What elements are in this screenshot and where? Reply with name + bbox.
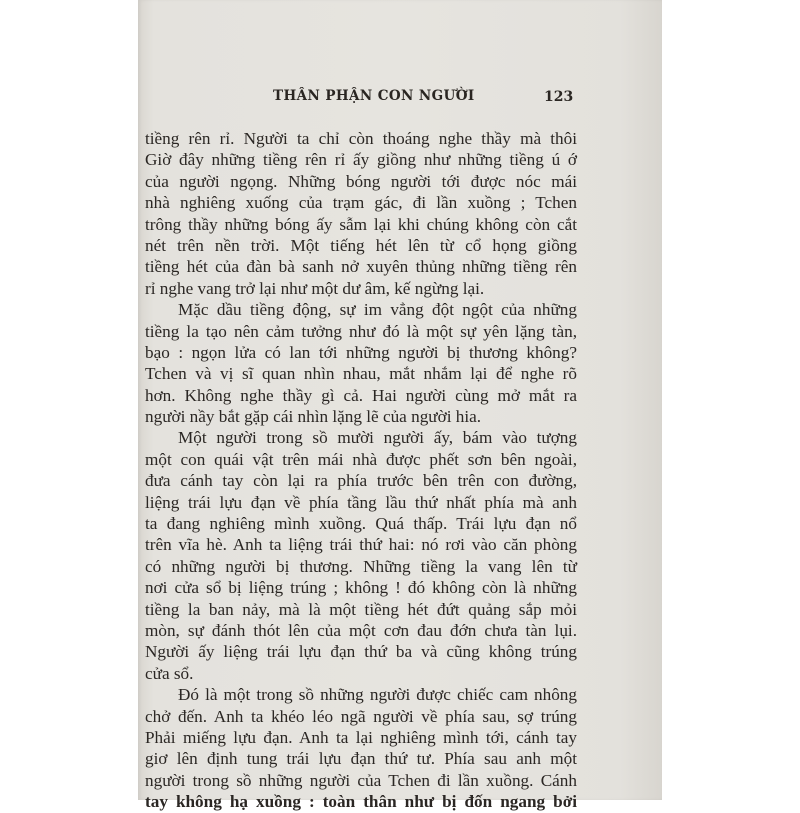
text-line: Phải miếng lựu đạn. Anh ta lại nghiêng mình tới, cánh tay xyxy=(145,727,577,747)
text-line: tay không hạ xuồng : toàn thân như bị đốn ngang bởi xyxy=(145,792,577,812)
text-line: người trong sồ những người của Tchen đi lần xuồng. Cánh xyxy=(145,770,577,790)
text-line: giơ lên định tung trái lựu đạn thứ tư. Phía sau anh một xyxy=(145,749,577,769)
text-line-paragraph-end: người nầy bắt gặp cái nhìn lặng lẽ của người hia. xyxy=(145,407,482,427)
text-line: nhà nghiêng xuống của trạm gác, đi lần xuồng ; Tchen xyxy=(145,193,577,213)
running-head xyxy=(138,88,662,108)
text-line-paragraph-end: rỉ nghe vang trở lại như một dư âm, kế ngừng lại. xyxy=(145,278,485,298)
text-line: tiềng la tạo nên cảm tưởng như đó là một sự yên lặng tàn, xyxy=(145,321,577,341)
text-line: liệng trái lựu đạn về phía tầng lầu thứ nhất phía mà anh xyxy=(145,492,577,512)
text-line: nét trên nền trời. Một tiếng hét lên từ cổ họng giồng xyxy=(145,235,577,255)
book-page xyxy=(138,0,662,812)
text-line: hơn. Không nghe thầy gì cả. Hai người cùng mở mắt ra xyxy=(145,385,577,405)
text-line-paragraph-start: Mặc dầu tiềng động, sự im vẳng đột ngột của những xyxy=(178,300,577,320)
text-line: một con quái vật trên mái nhà được phết sơn bên ngoài, xyxy=(145,449,577,469)
text-line: bạo : ngọn lửa có lan tới những người bị thương không? xyxy=(145,342,577,362)
text-line: Giờ đây những tiềng rên rỉ ấy giồng như những tiềng ú ớ xyxy=(145,150,577,170)
text-line: trông thầy những bóng ấy sẫm lại khi chúng không còn cắt xyxy=(145,214,577,234)
text-line: tiềng rên rỉ. Người ta chỉ còn thoáng nghe thầy mà thôi xyxy=(145,129,577,148)
text-line-paragraph-start: Đó là một trong sồ những người được chiếc cam nhông xyxy=(178,685,577,705)
text-line: trên vĩa hè. Anh ta liệng trái thứ hai: nó rơi vào căn phòng xyxy=(145,535,577,555)
text-line: mòn, sự đánh thót lên của một cơn đau đớn chưa tàn lụi. xyxy=(145,620,577,640)
text-line-paragraph-start: Một người trong sồ mười người ấy, bám vào tượng xyxy=(178,428,577,448)
text-line: chở đến. Anh ta khéo léo ngã người về phía sau, sợ trúng xyxy=(145,706,577,726)
text-line-paragraph-end: cửa sổ. xyxy=(145,663,194,683)
text-line: đưa cánh tay còn lại ra phía trước bên trên con đường, xyxy=(145,471,577,491)
text-line: có những người bị thương. Những tiềng la vang lên từ xyxy=(145,556,577,576)
text-line: ta đang nghiêng mình xuồng. Quá thấp. Trái lựu đạn nổ xyxy=(145,514,577,534)
text-line: nơi cửa sổ bị liệng trúng ; không ! đó không còn là những xyxy=(145,578,577,598)
page-number: 123 xyxy=(544,89,574,105)
text-line: tiềng hét của đàn bà sanh nở xuyên thủng những tiềng rên xyxy=(145,257,577,277)
body-text xyxy=(145,128,577,813)
text-line: tiềng la ban nảy, mà là một tiềng hét đứt quảng sắp mỏi xyxy=(145,599,577,619)
text-line: Tchen và vị sĩ quan nhìn nhau, mắt nhắm lại để nghe rõ xyxy=(145,364,577,384)
running-title: THÂN PHẬN CON NGƯỜI xyxy=(273,88,475,104)
text-line: của người ngọng. Những bóng người tới được nóc mái xyxy=(145,171,577,191)
text-line: Người ấy liệng trái lựu đạn thứ ba và cũng không trúng xyxy=(145,642,577,662)
